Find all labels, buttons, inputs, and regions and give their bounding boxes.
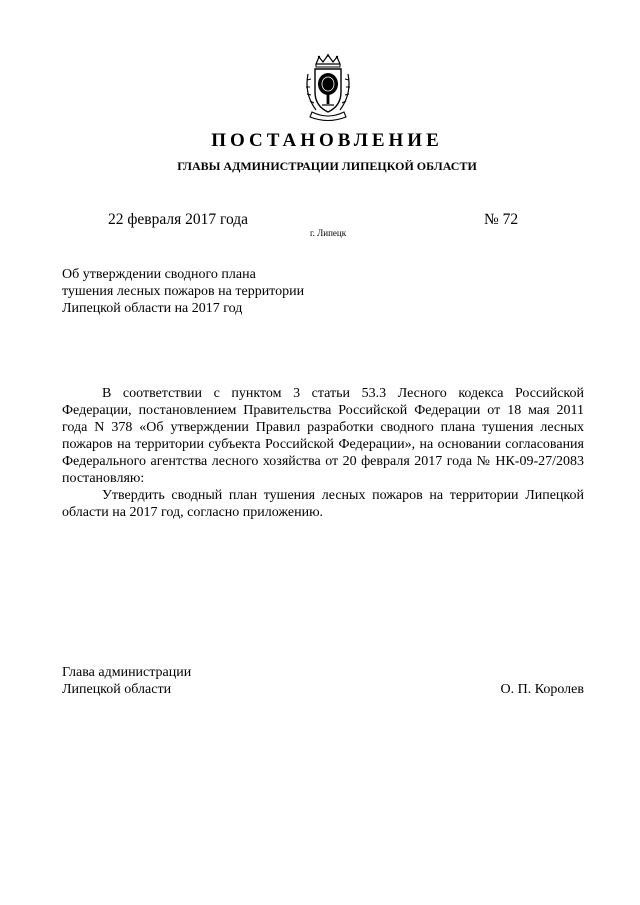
signatory-name: О. П. Королев bbox=[500, 682, 584, 697]
coat-of-arms-icon bbox=[302, 54, 354, 122]
signatory-position-line: Липецкой области bbox=[62, 682, 172, 697]
document-title: ПОСТАНОВЛЕНИЕ bbox=[211, 130, 443, 151]
signatory-position-line: Глава администрации bbox=[62, 665, 192, 680]
document-city: г. Липецк bbox=[310, 228, 347, 238]
subject-line: тушения лесных пожаров на территории bbox=[62, 284, 305, 299]
document-date: 22 февраля 2017 года bbox=[108, 211, 249, 228]
document-body bbox=[62, 385, 584, 521]
document-subtitle: ГЛАВЫ АДМИНИСТРАЦИИ ЛИПЕЦКОЙ ОБЛАСТИ bbox=[177, 159, 477, 173]
document-number: № 72 bbox=[484, 211, 519, 228]
body-paragraph: Утвердить сводный план тушения лесных пожаров на территории Липецкой области на 2017 год, согласно приложению. bbox=[62, 488, 584, 520]
subject-line: Об утверждении сводного плана bbox=[62, 267, 256, 282]
subject-line: Липецкой области на 2017 год bbox=[62, 301, 243, 316]
body-paragraph: В соответствии с пунктом 3 статьи 53.3 Лесного кодекса Российской Федерации, постановлением Правительства Российской Федерации от 18 мая 2011 года N 378 «Об утверждении Правил разработки сводного плана тушения лесных пожаров на территории субъекта Российской Федерации», на основании согласования Федерального агентства лесного хозяйства от 20 февраля 2017 года № НК-09-27/2083 постановляю: bbox=[62, 386, 584, 486]
document-subject bbox=[62, 266, 304, 317]
signatory-position bbox=[62, 664, 191, 698]
